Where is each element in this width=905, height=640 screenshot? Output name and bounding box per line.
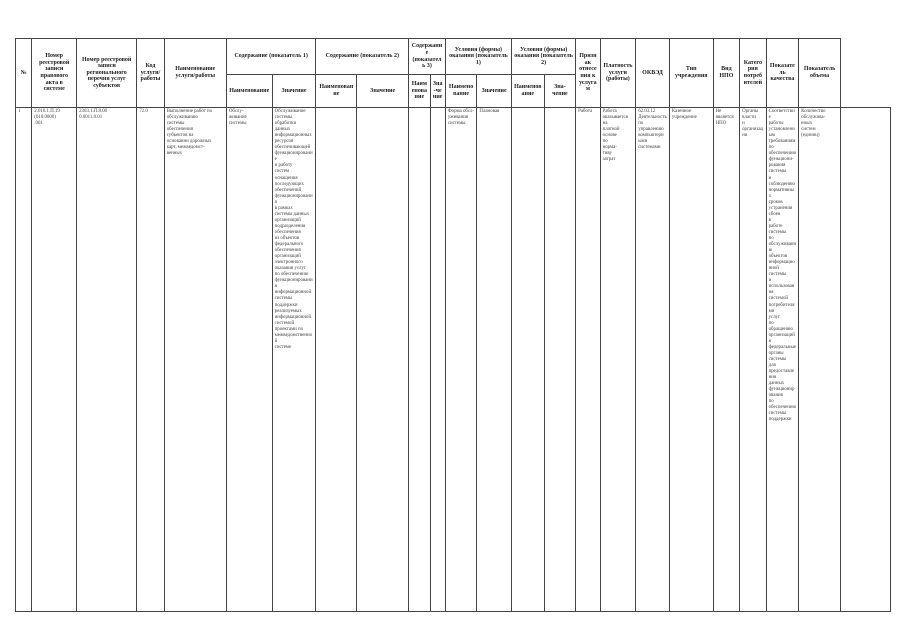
- header-content-3: Содержание (показатель 3): [409, 39, 446, 75]
- cell-empty-tail: [840, 108, 890, 612]
- subheader-conditions2-name: Наименование: [512, 75, 545, 108]
- cell-content3-name: [409, 108, 430, 612]
- cell-okved: 62.03.12 Деятельность по управлению компьютерными системами: [636, 108, 670, 612]
- registry-table: [15, 38, 891, 612]
- header-content-2: Содержание (показатель 2): [316, 39, 409, 75]
- header-reg-list-number: Номер реестровой записи регионального перечня услуг субъектов: [77, 39, 137, 108]
- cell-institution-type: Казенное учреждение: [669, 108, 713, 612]
- cell-reg-list-number: 2303.1.П.8.00 0.0011.0.01: [77, 108, 137, 612]
- subheader-conditions2-value: Зна-чение: [544, 75, 576, 108]
- header-npo: Вид НПО: [713, 39, 739, 108]
- header-sign: Платность услуги (работы): [600, 39, 636, 108]
- subheader-conditions1-value: Значение: [477, 75, 512, 108]
- subheader-content2-value: Значение: [357, 75, 409, 108]
- header-num: №: [16, 39, 32, 108]
- header-content-1: Содержание (показатель 1): [226, 39, 316, 75]
- cell-conditions1-value: Плановая: [477, 108, 512, 612]
- cell-category: Органы власти и организации: [740, 108, 766, 612]
- subheader-content2-name: Наименование: [316, 75, 357, 108]
- cell-content1-name: Обслу- живание системы: [226, 108, 272, 612]
- header-reg-number: Номер реестровой записи правового акта в системе: [32, 39, 77, 108]
- cell-conditions2-value: [544, 108, 576, 612]
- cell-reg-number: 2.010.1.П.19 (010.0000) .001: [32, 108, 77, 612]
- header-service-code: Код услуги/работы: [137, 39, 165, 108]
- header-category: Категория потребителей: [740, 39, 766, 108]
- cell-content2-value: [357, 108, 409, 612]
- cell-conditions2-name: [512, 108, 545, 612]
- subheader-content3-value: Зна-чение: [430, 75, 445, 108]
- header-service-name: Наименование услуги/работы: [164, 39, 226, 108]
- cell-volume: Количество обслужива- емых систем (единиц): [799, 108, 841, 612]
- header-institution-type: Тип учреждения: [669, 39, 713, 108]
- header-conditions-1: Условия (формы) оказания (показатель 1): [445, 39, 511, 75]
- cell-content3-value: [430, 108, 445, 612]
- cell-num: 1: [16, 108, 32, 612]
- cell-service-code: 72.0: [137, 108, 165, 612]
- cell-npo: Не является НПО: [713, 108, 739, 612]
- cell-quality: Соответствие работы установленным требованиям по обеспечению функциони- рования системы и соблюдению нормативных сроков устранения сбоев в работе системы по обслуживанию объектов информационной системы и использования системой потребителями услуг по обращению организаций в федеральные органы системы для предоставления данных функционирования по обеспечению системы поддержки: [766, 108, 799, 612]
- cell-free-sign: Работа: [576, 108, 600, 612]
- cell-sign: Работа оказывается на платной основе по норма- тиву затрат: [600, 108, 636, 612]
- cell-conditions1-name: Форма обсл- уживания системы: [445, 108, 477, 612]
- subheader-content3-name: Наименование: [409, 75, 430, 108]
- table-row: [16, 108, 891, 612]
- header-okved: ОКВЭД: [636, 39, 670, 108]
- header-free-sign: Признак отнесения к услугам: [576, 39, 600, 108]
- header-quality: Показатель качества: [766, 39, 799, 108]
- header-volume: Показатель объема: [799, 39, 841, 108]
- subheader-conditions1-name: Наименование: [445, 75, 477, 108]
- subheader-content1-value: Значение: [272, 75, 316, 108]
- subheader-content1-name: Наименование: [226, 75, 272, 108]
- cell-service-name: Выполнение работ по обслуживанию системы обеспечения субъектов на основании дорожных карт, межведомст- венных: [164, 108, 226, 612]
- cell-content2-name: [316, 108, 357, 612]
- cell-content1-value: Обслуживание системы обработки данных информационных ресурсов обеспечивающей функционирование и работу систем оснащения последующих обеспечений функционирования в рамках системы данных организаций подразделения обеспечения из объектов федерального обеспечения организаций электронного оказания услуг по обеспечению функционирования информационной системы поддержки реализуемых информационной системой проектами по межведомственной системе: [272, 108, 316, 612]
- header-conditions-2: Условия (формы) оказания (показатель 2): [512, 39, 576, 75]
